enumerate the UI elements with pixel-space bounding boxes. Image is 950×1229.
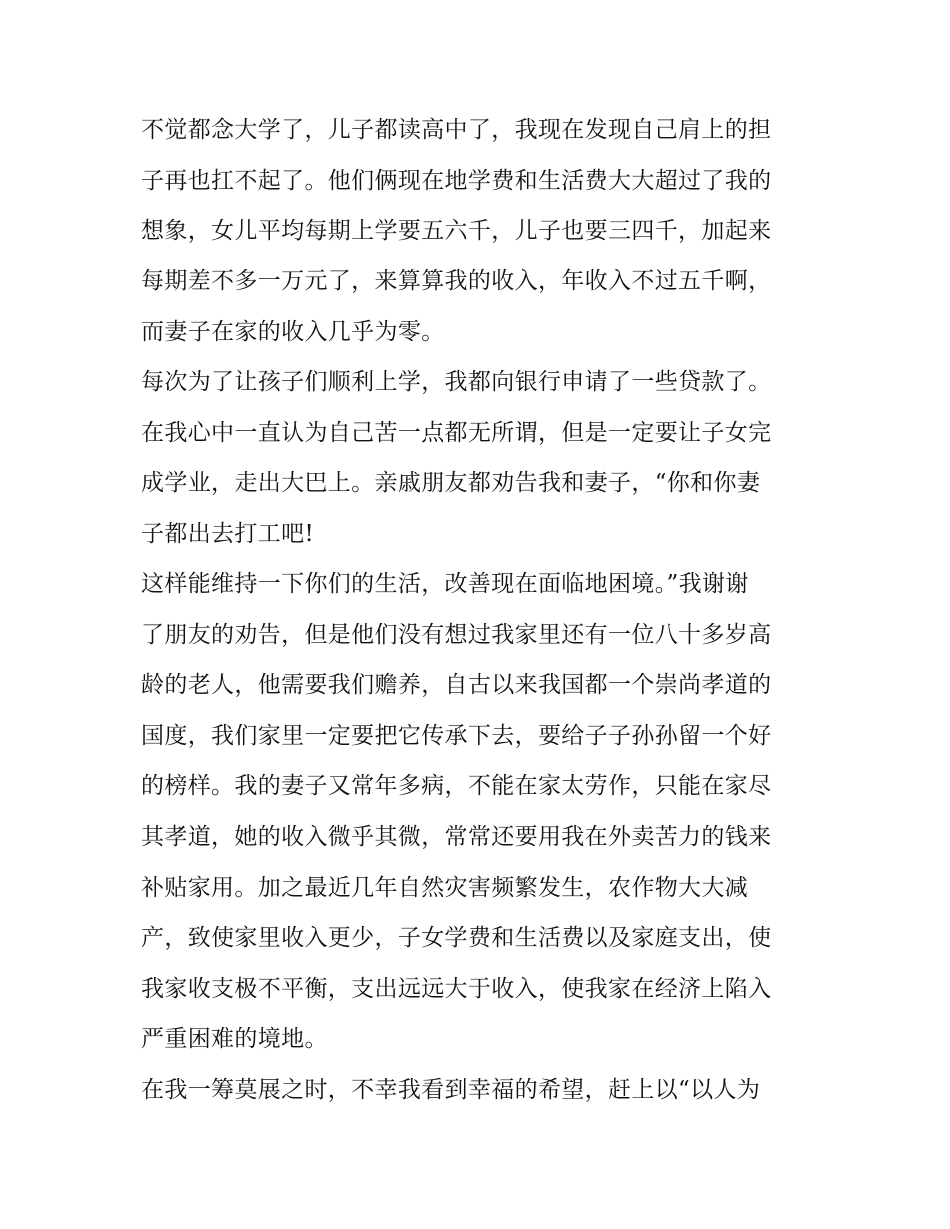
text-line: 成学业，走出大巴上。亲戚朋友都劝告我和妻子，“你和你妻 — [141, 470, 761, 496]
text-line: 每期差不多一万元了，来算算我的收入，年收入不过五千啊， — [141, 268, 772, 294]
text-line: 在我一筹莫展之时，不幸我看到幸福的希望，赶上以“以人为 — [141, 1077, 761, 1103]
text-line: 的榜样。我的妻子又常年多病，不能在家太劳作，只能在家尽 — [141, 773, 772, 799]
text-line: 想象，女儿平均每期上学要五六千，儿子也要三四千，加起来 — [141, 218, 772, 244]
text-line: 而妻子在家的收入几乎为零。 — [141, 319, 445, 345]
text-line: 这样能维持一下你们的生活，改善现在面临地困境。”我谢谢 — [141, 571, 749, 597]
text-line: 不觉都念大学了，儿子都读高中了，我现在发现自己肩上的担 — [141, 117, 772, 143]
text-line: 龄的老人，他需要我们赡养，自古以来我国都一个崇尚孝道的 — [141, 672, 772, 698]
text-line: 补贴家用。加之最近几年自然灾害频繁发生，农作物大大减 — [141, 875, 749, 901]
text-line: 国度，我们家里一定要把它传承下去，要给子子孙孙留一个好 — [141, 723, 772, 749]
text-line: 在我心中一直认为自己苦一点都无所谓，但是一定要让子女完 — [141, 420, 772, 446]
text-line: 子再也扛不起了。他们俩现在地学费和生活费大大超过了我的 — [141, 168, 772, 194]
text-line: 产，致使家里收入更少，子女学费和生活费以及家庭支出，使 — [141, 925, 772, 951]
text-line: 子都出去打工吧! — [141, 521, 315, 547]
text-line: 了朋友的劝告，但是他们没有想过我家里还有一位八十多岁高 — [141, 622, 772, 648]
text-line: 每次为了让孩子们顺利上学，我都向银行申请了一些贷款了。 — [141, 369, 772, 395]
text-line: 我家收支极不平衡，支出远远大于收入，使我家在经济上陷入 — [141, 976, 772, 1002]
text-line: 严重困难的境地。 — [141, 1026, 328, 1052]
text-line: 其孝道，她的收入微乎其微，常常还要用我在外卖苦力的钱来 — [141, 824, 772, 850]
